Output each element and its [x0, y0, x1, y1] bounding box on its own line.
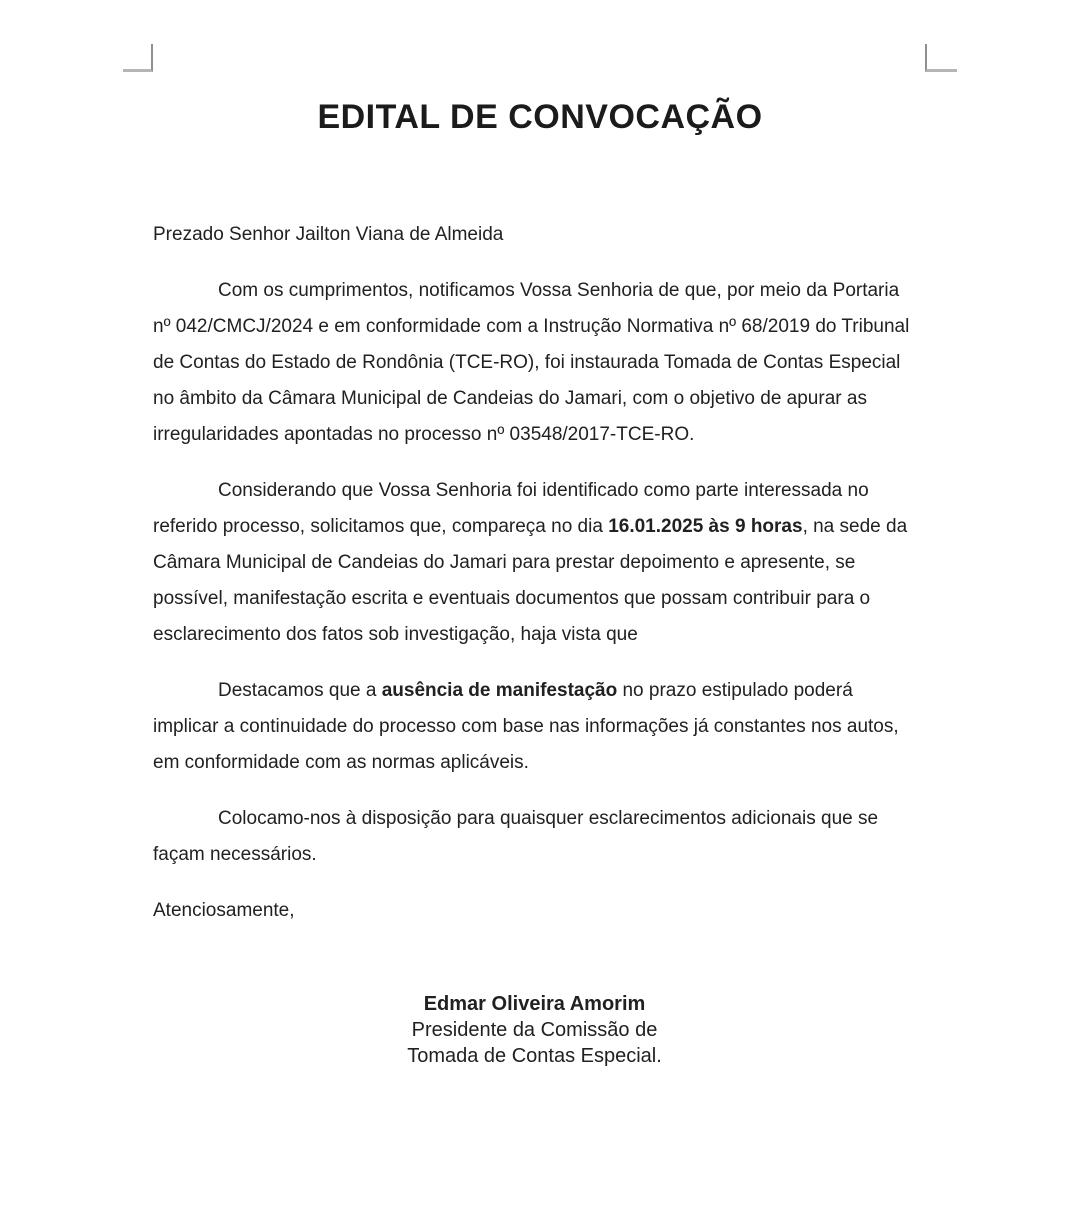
bold-date-time-segment: 16.01.2025 às 9 horas [608, 516, 803, 537]
signer-name: Edmar Oliveira Amorim [423, 993, 646, 1015]
closing-line: Atenciosamente, [153, 900, 295, 921]
paragraph-3 [153, 673, 916, 781]
text-segment: Considerando que Vossa Senhoria foi identificado como parte interessada no referido processo, solicitamos que, compareça no dia [153, 480, 869, 537]
text-segment: Colocamo-nos à disposição para quaisquer esclarecimentos adicionais que se façam necessários. [153, 808, 879, 865]
document-title: EDITAL DE CONVOCAÇÃO [317, 98, 763, 136]
fold-corner-mark-left-icon [123, 44, 153, 72]
bold-emphasis-segment: ausência de manifestação [381, 680, 618, 701]
text-segment: Com os cumprimentos, notificamos Vossa Senhoria de que, por meio da Portaria nº 042/CMCJ/2024 e em conformidade com a Instrução Normativa nº 68/2019 do Tribunal de Contas do Estado de Rondônia (TCE-RO), foi instaurada Tomada de Contas Especial no âmbito da Câmara Municipal de Candeias do Jamari, com o objetivo de apurar as irregularidades apontadas no processo nº 03548/2017-TCE-RO. [153, 280, 910, 445]
signature-block [153, 991, 916, 1069]
signer-role-line-1: Presidente da Comissão de [411, 1019, 658, 1041]
greeting-line: Prezado Senhor Jailton Viana de Almeida [153, 224, 504, 245]
text-segment: no prazo estipulado poderá implicar a continuidade do processo com base nas informações já constantes nos autos, em conformidade com as normas aplicáveis. [153, 680, 899, 773]
letter-body [0, 217, 1080, 1069]
paragraph-1 [153, 273, 916, 453]
text-segment: Destacamos que a [218, 680, 382, 701]
paragraph-4 [153, 801, 916, 873]
paragraph-2 [153, 473, 916, 653]
fold-corner-mark-right-icon [925, 44, 957, 72]
text-segment: , na sede da Câmara Municipal de Candeias do Jamari para prestar depoimento e apresente, se possível, manifestação escrita e eventuais documentos que possam contribuir para o esclarecimento dos fatos sob investigação, haja vista que [153, 516, 908, 645]
signer-role-line-2: Tomada de Contas Especial. [407, 1045, 662, 1067]
